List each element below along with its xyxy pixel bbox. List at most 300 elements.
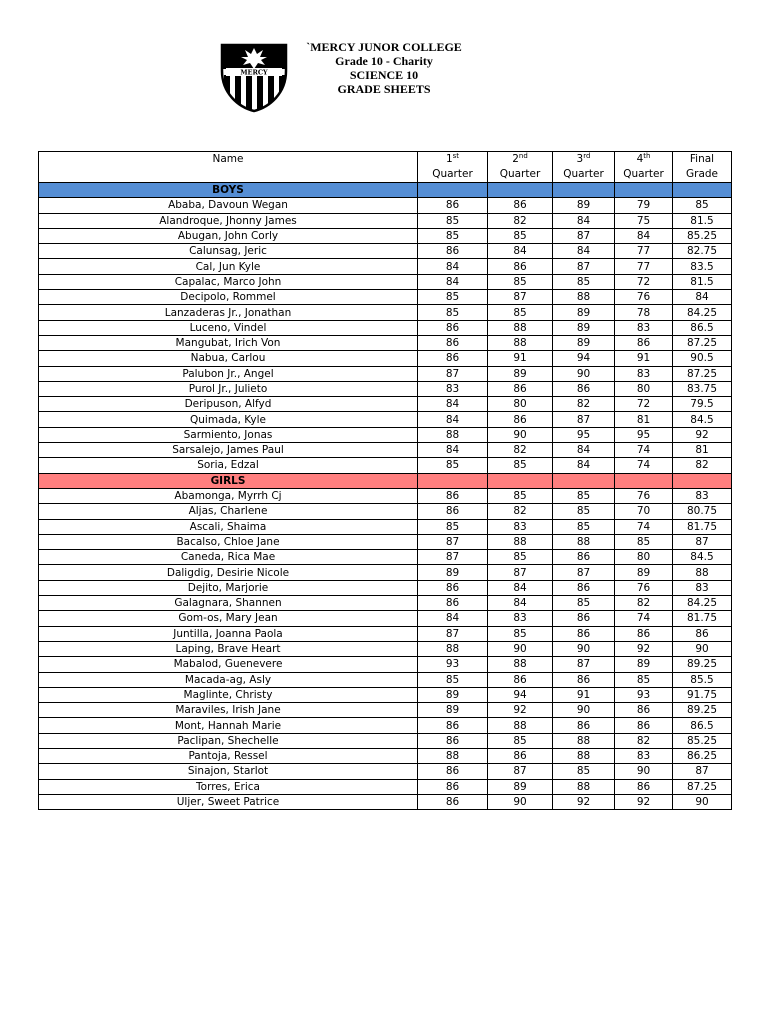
q2-grade: 88 (488, 534, 553, 549)
final-grade: 85.25 (673, 228, 732, 243)
student-name: Galagnara, Shannen (39, 596, 418, 611)
final-grade: 87.25 (673, 366, 732, 381)
student-name: Juntilla, Joanna Paola (39, 626, 418, 641)
final-grade: 90 (673, 794, 732, 809)
q2-grade: 86 (488, 412, 553, 427)
q1-grade: 86 (418, 764, 488, 779)
q1-grade: 84 (418, 397, 488, 412)
q3-grade: 84 (553, 213, 615, 228)
q2-grade: 85 (488, 550, 553, 565)
student-name: Ababa, Davoun Wegan (39, 198, 418, 213)
final-grade: 83 (673, 488, 732, 503)
student-name: Dejito, Marjorie (39, 580, 418, 595)
final-grade: 90.5 (673, 351, 732, 366)
table-row (39, 641, 732, 656)
student-name: Decipolo, Rommel (39, 290, 418, 305)
q2-grade: 84 (488, 244, 553, 259)
logo-text: MERCY (240, 68, 268, 77)
q4-grade: 78 (615, 305, 673, 320)
table-row (39, 366, 732, 381)
q4-grade: 82 (615, 596, 673, 611)
q3-grade: 90 (553, 366, 615, 381)
q4-grade: 70 (615, 504, 673, 519)
table-row (39, 198, 732, 213)
q3-grade: 84 (553, 443, 615, 458)
student-name: Caneda, Rica Mae (39, 550, 418, 565)
q4-grade: 91 (615, 351, 673, 366)
student-name: Abugan, John Corly (39, 228, 418, 243)
q1-grade: 86 (418, 794, 488, 809)
table-row (39, 397, 732, 412)
table-row (39, 687, 732, 702)
table-row (39, 703, 732, 718)
q1-grade: 86 (418, 488, 488, 503)
q1-grade: 89 (418, 565, 488, 580)
q1-grade: 86 (418, 335, 488, 350)
q3-grade: 94 (553, 351, 615, 366)
table-row (39, 244, 732, 259)
table-row (39, 657, 732, 672)
final-grade: 87 (673, 764, 732, 779)
q3-grade: 89 (553, 305, 615, 320)
q3-grade: 95 (553, 427, 615, 442)
q2-grade: 84 (488, 596, 553, 611)
q3-grade: 82 (553, 397, 615, 412)
q3-grade: 86 (553, 718, 615, 733)
q1-grade: 89 (418, 703, 488, 718)
q2-grade: 85 (488, 626, 553, 641)
q1-grade: 86 (418, 596, 488, 611)
student-name: Maglinte, Christy (39, 687, 418, 702)
q1-grade: 84 (418, 611, 488, 626)
q2-grade: 85 (488, 305, 553, 320)
q3-grade: 88 (553, 534, 615, 549)
q4-grade: 83 (615, 320, 673, 335)
q4-grade: 80 (615, 381, 673, 396)
q2-grade: 86 (488, 381, 553, 396)
q2-grade: 90 (488, 794, 553, 809)
q4-grade: 74 (615, 519, 673, 534)
final-grade: 86.25 (673, 748, 732, 763)
final-grade: 86.5 (673, 718, 732, 733)
section-header-boys-cell (673, 183, 732, 198)
document-header (250, 40, 518, 96)
q4-grade: 76 (615, 580, 673, 595)
table-row (39, 213, 732, 228)
q2-grade: 87 (488, 764, 553, 779)
q4-grade: 95 (615, 427, 673, 442)
final-grade: 85 (673, 198, 732, 213)
column-header-final: Final Grade (673, 152, 732, 183)
q1-grade: 89 (418, 687, 488, 702)
section-header-boys-label: BOYS (39, 183, 418, 198)
q2-grade: 94 (488, 687, 553, 702)
q4-grade: 72 (615, 397, 673, 412)
q2-grade: 87 (488, 565, 553, 580)
final-grade: 84 (673, 290, 732, 305)
q2-grade: 88 (488, 657, 553, 672)
student-name: Gom-os, Mary Jean (39, 611, 418, 626)
q3-grade: 87 (553, 228, 615, 243)
q1-grade: 85 (418, 458, 488, 473)
q1-grade: 86 (418, 351, 488, 366)
q2-grade: 85 (488, 488, 553, 503)
q4-grade: 72 (615, 274, 673, 289)
q3-grade: 86 (553, 611, 615, 626)
q2-grade: 85 (488, 733, 553, 748)
table-row (39, 305, 732, 320)
q2-grade: 84 (488, 580, 553, 595)
q1-grade: 86 (418, 320, 488, 335)
subject-name: SCIENCE 10 (349, 68, 419, 82)
q3-grade: 86 (553, 550, 615, 565)
section-header-boys-cell (488, 183, 553, 198)
table-row (39, 458, 732, 473)
final-grade: 82 (673, 458, 732, 473)
document-title: GRADE SHEETS (337, 82, 431, 96)
student-name: Aljas, Charlene (39, 504, 418, 519)
q2-grade: 92 (488, 703, 553, 718)
section-header-boys-cell (418, 183, 488, 198)
q3-grade: 92 (553, 794, 615, 809)
q4-grade: 86 (615, 718, 673, 733)
section-header-girls-cell (488, 473, 553, 488)
q2-grade: 85 (488, 458, 553, 473)
q3-grade: 84 (553, 244, 615, 259)
q3-grade: 88 (553, 733, 615, 748)
final-grade: 87.25 (673, 335, 732, 350)
student-name: Uljer, Sweet Patrice (39, 794, 418, 809)
column-header-q1: 1st Quarter (418, 152, 488, 183)
q3-grade: 88 (553, 290, 615, 305)
table-row (39, 427, 732, 442)
grades-body (39, 183, 732, 810)
final-grade: 84.25 (673, 596, 732, 611)
q1-grade: 85 (418, 290, 488, 305)
q2-grade: 87 (488, 290, 553, 305)
final-grade: 92 (673, 427, 732, 442)
final-grade: 84.25 (673, 305, 732, 320)
q4-grade: 74 (615, 458, 673, 473)
student-name: Lanzaderas Jr., Jonathan (39, 305, 418, 320)
final-grade: 83.75 (673, 381, 732, 396)
q4-grade: 83 (615, 748, 673, 763)
student-name: Daligdig, Desirie Nicole (39, 565, 418, 580)
table-row (39, 443, 732, 458)
q2-grade: 88 (488, 320, 553, 335)
table-row (39, 351, 732, 366)
q4-grade: 85 (615, 672, 673, 687)
final-grade: 84.5 (673, 550, 732, 565)
q1-grade: 87 (418, 626, 488, 641)
final-grade: 89.25 (673, 703, 732, 718)
q4-grade: 83 (615, 366, 673, 381)
q4-grade: 77 (615, 259, 673, 274)
final-grade: 88 (673, 565, 732, 580)
q1-grade: 85 (418, 213, 488, 228)
q4-grade: 74 (615, 611, 673, 626)
student-name: Luceno, Vindel (39, 320, 418, 335)
table-row (39, 764, 732, 779)
q3-grade: 85 (553, 488, 615, 503)
student-name: Alandroque, Jhonny James (39, 213, 418, 228)
q4-grade: 80 (615, 550, 673, 565)
final-grade: 85.25 (673, 733, 732, 748)
q4-grade: 76 (615, 488, 673, 503)
section-header-boys (39, 183, 732, 198)
student-name: Calunsag, Jeric (39, 244, 418, 259)
final-grade: 86.5 (673, 320, 732, 335)
q2-grade: 86 (488, 748, 553, 763)
table-row (39, 550, 732, 565)
q1-grade: 86 (418, 718, 488, 733)
table-row (39, 290, 732, 305)
table-row (39, 672, 732, 687)
q3-grade: 88 (553, 748, 615, 763)
student-name: Nabua, Carlou (39, 351, 418, 366)
q4-grade: 75 (615, 213, 673, 228)
q3-grade: 89 (553, 335, 615, 350)
column-header-name: Name (39, 152, 418, 183)
q2-grade: 86 (488, 198, 553, 213)
q3-grade: 89 (553, 198, 615, 213)
final-grade: 80.75 (673, 504, 732, 519)
q4-grade: 77 (615, 244, 673, 259)
table-row (39, 748, 732, 763)
table-row (39, 626, 732, 641)
table-row (39, 733, 732, 748)
q2-grade: 86 (488, 672, 553, 687)
q1-grade: 84 (418, 412, 488, 427)
q4-grade: 93 (615, 687, 673, 702)
table-row (39, 565, 732, 580)
student-name: Pantoja, Ressel (39, 748, 418, 763)
column-header-q3: 3rd Quarter (553, 152, 615, 183)
q3-grade: 85 (553, 764, 615, 779)
q3-grade: 85 (553, 519, 615, 534)
section-header-boys-cell (615, 183, 673, 198)
student-name: Torres, Erica (39, 779, 418, 794)
student-name: Purol Jr., Julieto (39, 381, 418, 396)
column-header-q4: 4th Quarter (615, 152, 673, 183)
q3-grade: 86 (553, 626, 615, 641)
table-row (39, 488, 732, 503)
q3-grade: 87 (553, 412, 615, 427)
q4-grade: 85 (615, 534, 673, 549)
q1-grade: 85 (418, 305, 488, 320)
student-name: Bacalso, Chloe Jane (39, 534, 418, 549)
q3-grade: 87 (553, 259, 615, 274)
q3-grade: 86 (553, 580, 615, 595)
student-name: Mont, Hannah Marie (39, 718, 418, 733)
q1-grade: 86 (418, 733, 488, 748)
final-grade: 85.5 (673, 672, 732, 687)
q3-grade: 87 (553, 565, 615, 580)
student-name: Sarmiento, Jonas (39, 427, 418, 442)
student-name: Laping, Brave Heart (39, 641, 418, 656)
q3-grade: 86 (553, 672, 615, 687)
section-header-boys-cell (553, 183, 615, 198)
final-grade: 79.5 (673, 397, 732, 412)
table-row (39, 718, 732, 733)
student-name: Palubon Jr., Angel (39, 366, 418, 381)
student-name: Sinajon, Starlot (39, 764, 418, 779)
table-row (39, 779, 732, 794)
q4-grade: 86 (615, 335, 673, 350)
final-grade: 87 (673, 534, 732, 549)
grades-table (38, 151, 732, 810)
q4-grade: 90 (615, 764, 673, 779)
table-row (39, 228, 732, 243)
q3-grade: 87 (553, 657, 615, 672)
final-grade: 81.5 (673, 274, 732, 289)
final-grade: 89.25 (673, 657, 732, 672)
table-row (39, 335, 732, 350)
q2-grade: 82 (488, 504, 553, 519)
section-header-girls (39, 473, 732, 488)
final-grade: 90 (673, 641, 732, 656)
q1-grade: 84 (418, 274, 488, 289)
q2-grade: 90 (488, 641, 553, 656)
student-name: Maraviles, Irish Jane (39, 703, 418, 718)
q1-grade: 86 (418, 504, 488, 519)
q3-grade: 90 (553, 703, 615, 718)
student-name: Macada-ag, Asly (39, 672, 418, 687)
q1-grade: 84 (418, 259, 488, 274)
section-header-girls-cell (418, 473, 488, 488)
q2-grade: 86 (488, 259, 553, 274)
table-row (39, 412, 732, 427)
section-header-girls-cell (673, 473, 732, 488)
q1-grade: 84 (418, 443, 488, 458)
class-section: Grade 10 - Charity (335, 54, 433, 68)
table-row (39, 611, 732, 626)
q1-grade: 87 (418, 534, 488, 549)
q2-grade: 91 (488, 351, 553, 366)
q2-grade: 88 (488, 718, 553, 733)
student-name: Capalac, Marco John (39, 274, 418, 289)
column-header-q2: 2nd Quarter (488, 152, 553, 183)
q1-grade: 88 (418, 641, 488, 656)
section-header-girls-cell (615, 473, 673, 488)
q4-grade: 76 (615, 290, 673, 305)
student-name: Cal, Jun Kyle (39, 259, 418, 274)
q4-grade: 86 (615, 703, 673, 718)
q3-grade: 84 (553, 458, 615, 473)
table-row (39, 274, 732, 289)
final-grade: 86 (673, 626, 732, 641)
q2-grade: 83 (488, 611, 553, 626)
q4-grade: 82 (615, 733, 673, 748)
q3-grade: 86 (553, 381, 615, 396)
table-row (39, 794, 732, 809)
q1-grade: 87 (418, 366, 488, 381)
q1-grade: 93 (418, 657, 488, 672)
table-header-row (39, 152, 732, 183)
q2-grade: 85 (488, 228, 553, 243)
q2-grade: 89 (488, 366, 553, 381)
q4-grade: 74 (615, 443, 673, 458)
student-name: Mabalod, Guenevere (39, 657, 418, 672)
q2-grade: 83 (488, 519, 553, 534)
q3-grade: 91 (553, 687, 615, 702)
q4-grade: 86 (615, 779, 673, 794)
table-row (39, 519, 732, 534)
section-header-girls-cell (553, 473, 615, 488)
table-row (39, 381, 732, 396)
q2-grade: 82 (488, 213, 553, 228)
school-name: `MERCY JUNOR COLLEGE (306, 40, 462, 54)
final-grade: 82.75 (673, 244, 732, 259)
q1-grade: 88 (418, 427, 488, 442)
q1-grade: 86 (418, 779, 488, 794)
q2-grade: 85 (488, 274, 553, 289)
q1-grade: 88 (418, 748, 488, 763)
q4-grade: 84 (615, 228, 673, 243)
q3-grade: 85 (553, 596, 615, 611)
final-grade: 81.5 (673, 213, 732, 228)
final-grade: 83.5 (673, 259, 732, 274)
q3-grade: 88 (553, 779, 615, 794)
student-name: Deripuson, Alfyd (39, 397, 418, 412)
q4-grade: 89 (615, 657, 673, 672)
q1-grade: 85 (418, 672, 488, 687)
q1-grade: 85 (418, 228, 488, 243)
final-grade: 81 (673, 443, 732, 458)
table-row (39, 259, 732, 274)
q3-grade: 85 (553, 274, 615, 289)
final-grade: 81.75 (673, 611, 732, 626)
student-name: Abamonga, Myrrh Cj (39, 488, 418, 503)
q4-grade: 89 (615, 565, 673, 580)
q2-grade: 82 (488, 443, 553, 458)
final-grade: 81.75 (673, 519, 732, 534)
q3-grade: 90 (553, 641, 615, 656)
q4-grade: 86 (615, 626, 673, 641)
table-row (39, 596, 732, 611)
q1-grade: 86 (418, 198, 488, 213)
q3-grade: 85 (553, 504, 615, 519)
student-name: Quimada, Kyle (39, 412, 418, 427)
student-name: Ascali, Shaima (39, 519, 418, 534)
final-grade: 87.25 (673, 779, 732, 794)
q4-grade: 92 (615, 794, 673, 809)
final-grade: 91.75 (673, 687, 732, 702)
table-row (39, 580, 732, 595)
q2-grade: 89 (488, 779, 553, 794)
student-name: Mangubat, Irich Von (39, 335, 418, 350)
q2-grade: 80 (488, 397, 553, 412)
final-grade: 83 (673, 580, 732, 595)
q1-grade: 87 (418, 550, 488, 565)
student-name: Soria, Edzal (39, 458, 418, 473)
section-header-girls-label: GIRLS (39, 473, 418, 488)
student-name: Paclipan, Shechelle (39, 733, 418, 748)
q1-grade: 85 (418, 519, 488, 534)
q3-grade: 89 (553, 320, 615, 335)
final-grade: 84.5 (673, 412, 732, 427)
q1-grade: 83 (418, 381, 488, 396)
q4-grade: 81 (615, 412, 673, 427)
q2-grade: 88 (488, 335, 553, 350)
q2-grade: 90 (488, 427, 553, 442)
table-row (39, 534, 732, 549)
table-row (39, 320, 732, 335)
q4-grade: 79 (615, 198, 673, 213)
table-row (39, 504, 732, 519)
q1-grade: 86 (418, 580, 488, 595)
q4-grade: 92 (615, 641, 673, 656)
